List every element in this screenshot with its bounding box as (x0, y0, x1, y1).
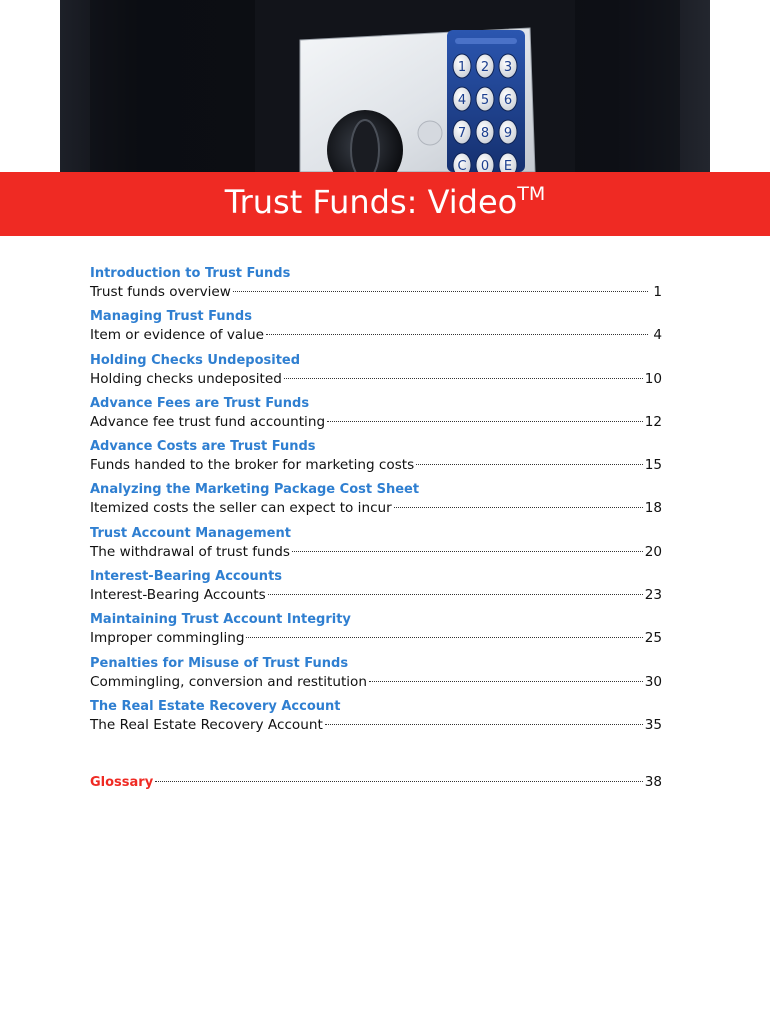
dot-leader (292, 551, 643, 552)
toc-page-number: 10 (644, 370, 662, 387)
trademark-mark: TM (517, 183, 546, 206)
toc-line (90, 325, 662, 345)
toc-page-number: 15 (644, 457, 662, 474)
toc-line (90, 282, 662, 302)
toc-section-heading: Holding Checks Undeposited (90, 352, 301, 368)
keypad-key-label: E (503, 159, 513, 172)
toc-section-heading: Maintaining Trust Account Integrity (90, 612, 351, 628)
toc-section-heading: Analyzing the Marketing Package Cost Sheet (90, 482, 420, 498)
toc-line (90, 369, 662, 389)
toc-line (90, 585, 662, 605)
toc-line (90, 628, 662, 648)
keypad-key-label: 1 (457, 60, 467, 75)
toc-line (90, 542, 662, 562)
toc-page-number: 20 (644, 543, 662, 560)
toc-section-heading: Managing Trust Funds (90, 309, 252, 325)
toc-entry[interactable] (90, 438, 662, 481)
toc-page-number: 18 (644, 500, 662, 517)
toc-entry[interactable] (90, 352, 662, 395)
toc-topic: Commingling, conversion and restitution (90, 673, 367, 690)
keypad-key-label: 3 (503, 60, 513, 75)
glossary-entry[interactable] (90, 772, 662, 792)
safe-photo (0, 0, 770, 172)
toc-entry[interactable] (90, 395, 662, 438)
dot-leader (369, 681, 643, 682)
dot-leader (268, 594, 643, 595)
glossary-label: Glossary (90, 775, 154, 790)
dot-leader (416, 464, 642, 465)
toc-entry[interactable] (90, 265, 662, 308)
toc-section-heading: Trust Account Management (90, 525, 291, 541)
toc-page-number: 12 (644, 413, 662, 430)
keypad-key-label: C (457, 159, 467, 172)
dot-leader (266, 334, 648, 335)
toc-topic: The withdrawal of trust funds (90, 543, 290, 560)
dot-leader (327, 421, 643, 422)
toc-page-number: 30 (644, 673, 662, 690)
toc-topic: The Real Estate Recovery Account (90, 716, 323, 733)
toc-line (90, 455, 662, 475)
keypad-key-label: 4 (457, 93, 467, 108)
toc-page-number: 35 (644, 716, 662, 733)
toc-topic: Trust funds overview (90, 284, 231, 300)
toc-section-heading: Interest-Bearing Accounts (90, 569, 283, 585)
toc-entry[interactable] (90, 698, 662, 741)
toc-section-heading: Advance Costs are Trust Funds (90, 439, 316, 455)
toc-section-heading: Advance Fees are Trust Funds (90, 395, 310, 411)
toc-page-number: 4 (653, 327, 662, 344)
keypad-key-label: 6 (503, 93, 513, 108)
keypad-key-label: 8 (480, 126, 490, 141)
keypad-key-label: 9 (503, 126, 513, 141)
toc-entry[interactable] (90, 655, 662, 698)
toc-line (90, 498, 662, 518)
toc-topic: Itemized costs the seller can expect to incur (90, 500, 392, 517)
toc-section-heading: The Real Estate Recovery Account (90, 698, 341, 714)
toc-topic: Interest-Bearing Accounts (90, 587, 266, 604)
toc-topic: Funds handed to the broker for marketing costs (90, 457, 415, 474)
toc-entry[interactable] (90, 568, 662, 611)
toc-topic: Item or evidence of value (90, 327, 264, 344)
dot-leader (246, 637, 642, 638)
table-of-contents (90, 265, 662, 741)
toc-entry[interactable] (90, 308, 662, 351)
toc-section-heading: Penalties for Misuse of Trust Funds (90, 655, 349, 671)
keypad-key-label: 2 (480, 60, 490, 75)
title-banner (0, 172, 770, 236)
dot-leader (233, 291, 648, 292)
dot-leader (284, 378, 643, 379)
toc-page-number: 23 (644, 587, 662, 604)
toc-page-number: 25 (644, 630, 662, 647)
toc-section-heading: Introduction to Trust Funds (90, 266, 291, 281)
keypad-key-label: 7 (457, 126, 467, 141)
toc-entry[interactable] (90, 481, 662, 524)
dot-leader (394, 507, 643, 508)
toc-line (90, 672, 662, 692)
toc-topic: Advance fee trust fund accounting (90, 413, 326, 430)
toc-topic: Improper commingling (90, 630, 245, 647)
keypad-key-label: 5 (480, 93, 490, 108)
toc-topic: Holding checks undeposited (90, 370, 282, 387)
toc-entry[interactable] (90, 611, 662, 654)
dot-leader (325, 724, 643, 725)
toc-entry[interactable] (90, 525, 662, 568)
dot-leader (155, 781, 642, 782)
toc-line (90, 715, 662, 735)
toc-line (90, 412, 662, 432)
toc-page-number: 1 (653, 284, 662, 300)
keypad-key-label: 0 (480, 159, 490, 172)
page-title: Trust Funds: Video™ (224, 183, 546, 221)
glossary-page-number: 38 (644, 774, 662, 790)
